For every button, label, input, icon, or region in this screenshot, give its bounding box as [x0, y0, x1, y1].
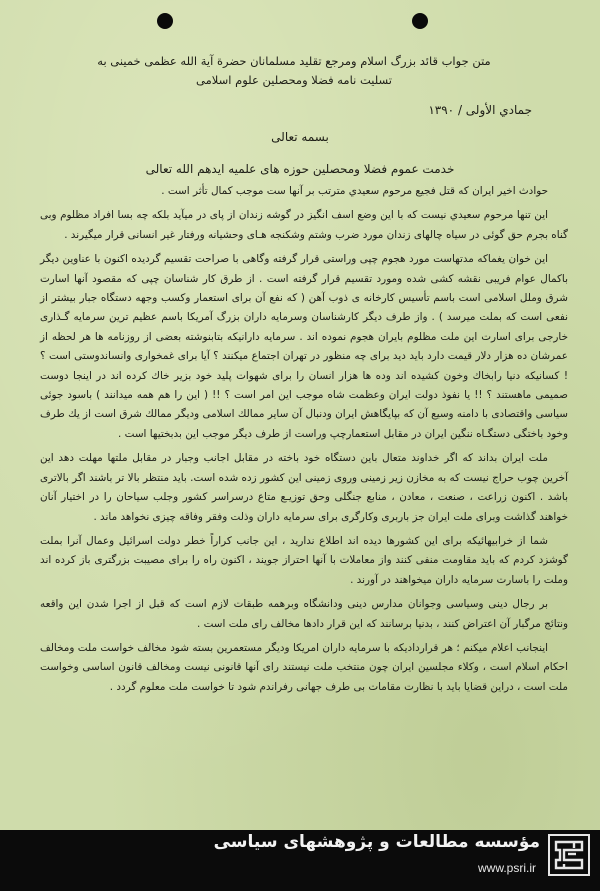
bismillah: بسمه تعالى [271, 130, 329, 144]
paragraph: حوادث اخير ايران كه قتل فجيع مرحوم سعيدي مترتب بر آنها ست موجب كمال تأثر است . [161, 185, 548, 197]
paragraph: اينجانب اعلام ميكنم ؛ هر قرارداديكه با سرمايه داران امريكا وديگر مستعمرين بسته شود مخالف خواست ملت ومخالف احكام اسلام است ، وكلاء مجلسين ايران چون منتخب ملت نيستند راى آنها قانونى نيست ومخالف قانون اساسى وخواست ملت است ، دراين قضايا بايد با نظارت مقامات بى طرف جهانى رفراندم شود تا خواست ملت معلوم گردد . [40, 641, 568, 693]
institute-name: مؤسسه مطالعات و پژوهشهای سیاسی [213, 832, 540, 852]
header-line-1: متن جواب قائد بزرگ اسلام ومرجع تقليد مسلمانان حضرة آية الله عظمى خمينى به [97, 54, 491, 68]
punch-hole-icon [157, 13, 173, 29]
punch-hole-icon [412, 13, 428, 29]
document-date: جمادي الأولى / ١٣٩٠ [428, 103, 532, 117]
addressee: خدمت عموم فضلا ومحصلين حوزه هاى علميه ايدهم الله تعالى [145, 162, 455, 176]
psri-logo-icon [548, 834, 590, 876]
letter-body [40, 182, 568, 697]
paragraph: شما از خرابيهائيكه براى اين كشورها ديده اند اطلاع نداريد ، اين جانب كراراً خطر دولت اسرائيل وعمال آنرا بملت گوشزد كردم كه بايد مقاومت منفى كنند واز معاملات با آنها احتراز جويند ، اكنون راه را براى مصيبت بزرگترى باز كرده اند وملت را باسارت سرمايه داران ميخواهند در آورند . [40, 534, 568, 586]
paragraph: ملت ايران بداند كه اگر خداوند متعال باين دستگاه خود باخته در مقابل اجانب وجبار در مقابل ملتها مهلت دهد اين آخرين چوب حراج نيست كه به مخازن زير زمينى وروى زمينى اين كشور زده شده است. بايد منتظر بالا تر باشند اگر بالاترى باشد . اكنون زراعت ، صنعت ، معادن ، منابع جنگلى وحق توزيـع متاع درسراسر كشور وجلب سياحان را در اختيار آنان خواهند گذاشت وبراى ملت ايران جز باربرى وكارگرى براى سرمايه داران وذلت وفقر وفاقه چيزى نخواهد ماند . [40, 452, 568, 523]
paragraph: اين تنها مرحوم سعيدي نيست كه با اين وضع اسف انگيز در گوشه زندان از پاى در ميآيد بلكه چه بسا افراد مظلوم وبى گناه بجرم حق گوئى در سياه چالهاى زندان مورد ضرب وشتم وشكنجه هـاى وحشيانه ورفتار غير انسانى قرار ميگيرند . [40, 209, 568, 241]
paragraph: بر رجال دينى وسياسى وجوانان مدارس دينى ودانشگاه وبرهمه طبقات لازم است كه قبل از اجرا شدن اين واقعه ونتائج مرگبار آن اعتراض كنند ، بدنيا برسانند كه اين قرار دادها مخالف راى ملت است . [40, 598, 568, 630]
website-link[interactable]: www.psri.ir [477, 861, 536, 875]
watermark-footer [0, 830, 600, 891]
paragraph: اين خوان يغماكه مدتهاست مورد هجوم چپى وراستى قرار گرفته وگاهى با صراحت تقسيم گرديده اكنون با عناوين ديگر باكمال عوام فريبى نقشه كشى شده ومورد تقسيم قرار گرفته است . از طرق كار شناسان چپى كه مقصود آنها اسارت شرق وملل اسلامى است باسم تأسيس كارخانه ى ذوب آهن ( كه نفع آن براى استعمار وكسب وجهه دستگاه جبار بيشتر از نفعى است كه بملت ميرسد ) . واز طرف ديگر كارشناسان وسرمايه داران بزرگ آمريكا باسم عظيم ترين سرمايه گـذارى خارجى براى اسارت اين ملت مظلوم بايران هجوم نموده اند . سرمايه دارانيكه بتابنوشته بعضى از روزنامه ها هر لحظه از عمرشان ده هزار دلار قيمت دارد بايد ديد براى چه منظور در تهران اجتماع ميكنند ؟ آيا براى غمخوارى وانساندوستى است ؟ ! كسانيكه دنيا رابخاك وخون كشيده اند وده ها هزار انسان را براى شهوات پليد خود بزير خاك كرده اند در اينجا دوست صميمى ماهستند ؟ !! يا نفوذ دولت ايران وعظمت شاه موجب اين امر است ؟ !! ( اين را هم همه ميدانند ) باسود جوئى سياسى واقتصادى با دامنه وسيع آن كه بپايگاهش ايران ودنبال آن ساير ممالك اسلامى وديگر ممالك شرق است از يك طرف وخود باختگى دستگـاه ننگين ايران در مقابل استعمارچپ وراست از طرف ديگر موجب اين بدبختيها است . [40, 253, 568, 440]
header-line-2: تسليت نامه فضلا ومحصلين علوم اسلامى [196, 73, 392, 87]
